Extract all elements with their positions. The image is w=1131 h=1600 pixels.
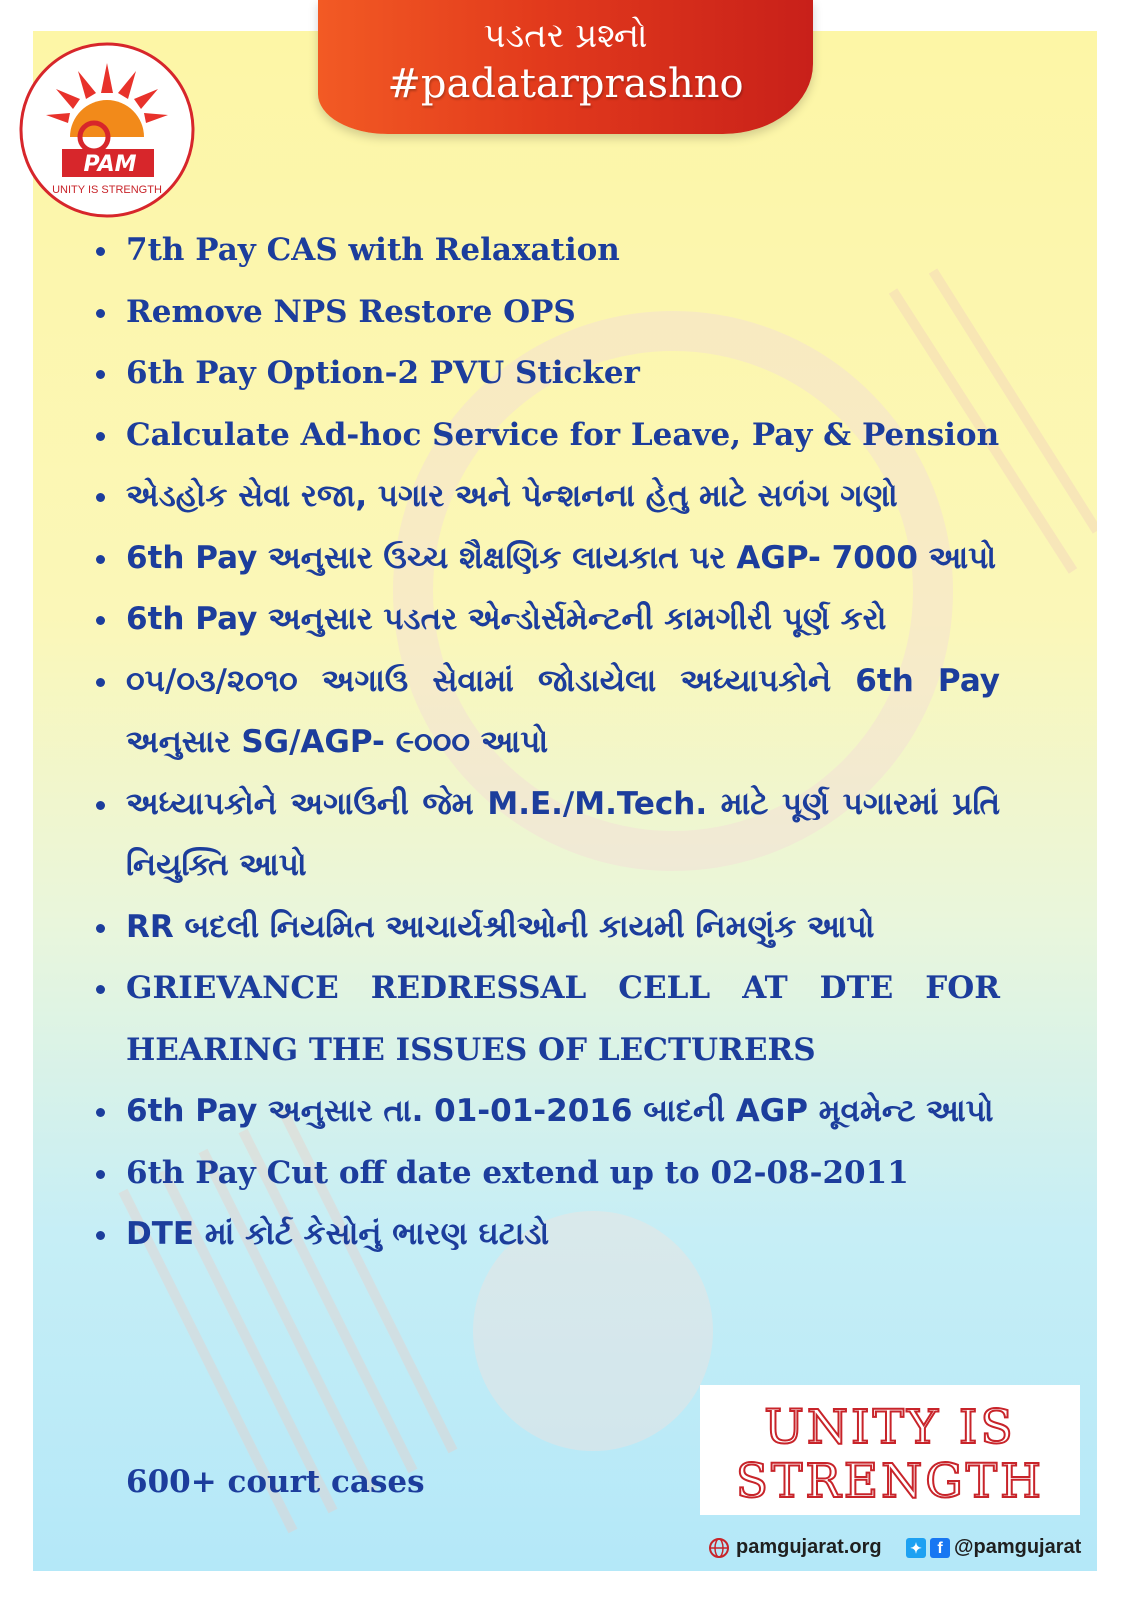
list-item: GRIEVANCE REDRESSAL CELL AT DTE FOR HEARING THE ISSUES OF LECTURERS [88,958,1000,1081]
demands-list [88,220,1000,1266]
list-item: 6th Pay Option-2 PVU Sticker [88,343,1000,405]
list-item: 6th Pay અનુસાર ઉચ્ચ શૈક્ષણિક લાયકાત પર AGP- 7000 આપો [88,528,1000,590]
list-item: DTE માં કોર્ટ કેસોનું ભારણ ઘટાડો [88,1204,1000,1266]
court-cases-note: 600+ court cases [126,1464,425,1500]
banner-title-gujarati: પડતર પ્રશ્નો [483,16,648,56]
pam-logo [18,41,196,219]
globe-icon [708,1537,730,1559]
facebook-icon: f [930,1538,950,1558]
slogan-box [700,1385,1080,1515]
logo-tagline: UNITY IS STRENGTH [52,184,162,196]
list-item: 6th Pay અનુસાર પડતર એન્ડોર્સમેન્ટની કામગીરી પૂર્ણ કરો [88,589,1000,651]
list-item: Calculate Ad-hoc Service for Leave, Pay & Pension [88,405,1000,467]
list-item: Remove NPS Restore OPS [88,282,1000,344]
list-item: RR બદલી નિયમિત આચાર્યશ્રીઓની કાયમી નિમણુંક આપો [88,897,1000,959]
banner-hashtag: #padatarprashno [387,61,744,107]
twitter-icon: ✦ [906,1538,926,1558]
website-text: pamgujarat.org [736,1536,882,1558]
header-banner [318,0,813,134]
list-item: 6th Pay અનુસાર તા. 01-01-2016 બાદની AGP મૂવમેન્ટ આપો [88,1081,1000,1143]
footer-social[interactable] [906,1536,1081,1559]
list-item: એડહોક સેવા રજા, પગાર અને પેન્શનના હેતુ માટે સળંગ ગણો [88,466,1000,528]
list-item: 7th Pay CAS with Relaxation [88,220,1000,282]
social-handle: @pamgujarat [954,1536,1082,1558]
footer-website[interactable] [708,1536,882,1559]
slogan-line-2: STRENGTH [735,1454,1045,1509]
list-item: અધ્યાપકોને અગાઉની જેમ M.E./M.Tech. માટે પૂર્ણ પગારમાં પ્રતિ નિયુક્તિ આપો [88,774,1000,897]
list-item: 6th Pay Cut off date extend up to 02-08-2011 [88,1143,1000,1205]
logo-name: PAM [83,152,137,177]
footer [0,1532,1131,1572]
slogan-text [700,1401,1080,1509]
list-item: ૦૫/૦૩/૨૦૧૦ અગાઉ સેવામાં જોડાયેલા અધ્યાપકોને 6th Pay અનુસાર SG/AGP- ૯૦૦૦ આપો [88,651,1000,774]
slogan-line-1: UNITY IS [764,1400,1016,1455]
